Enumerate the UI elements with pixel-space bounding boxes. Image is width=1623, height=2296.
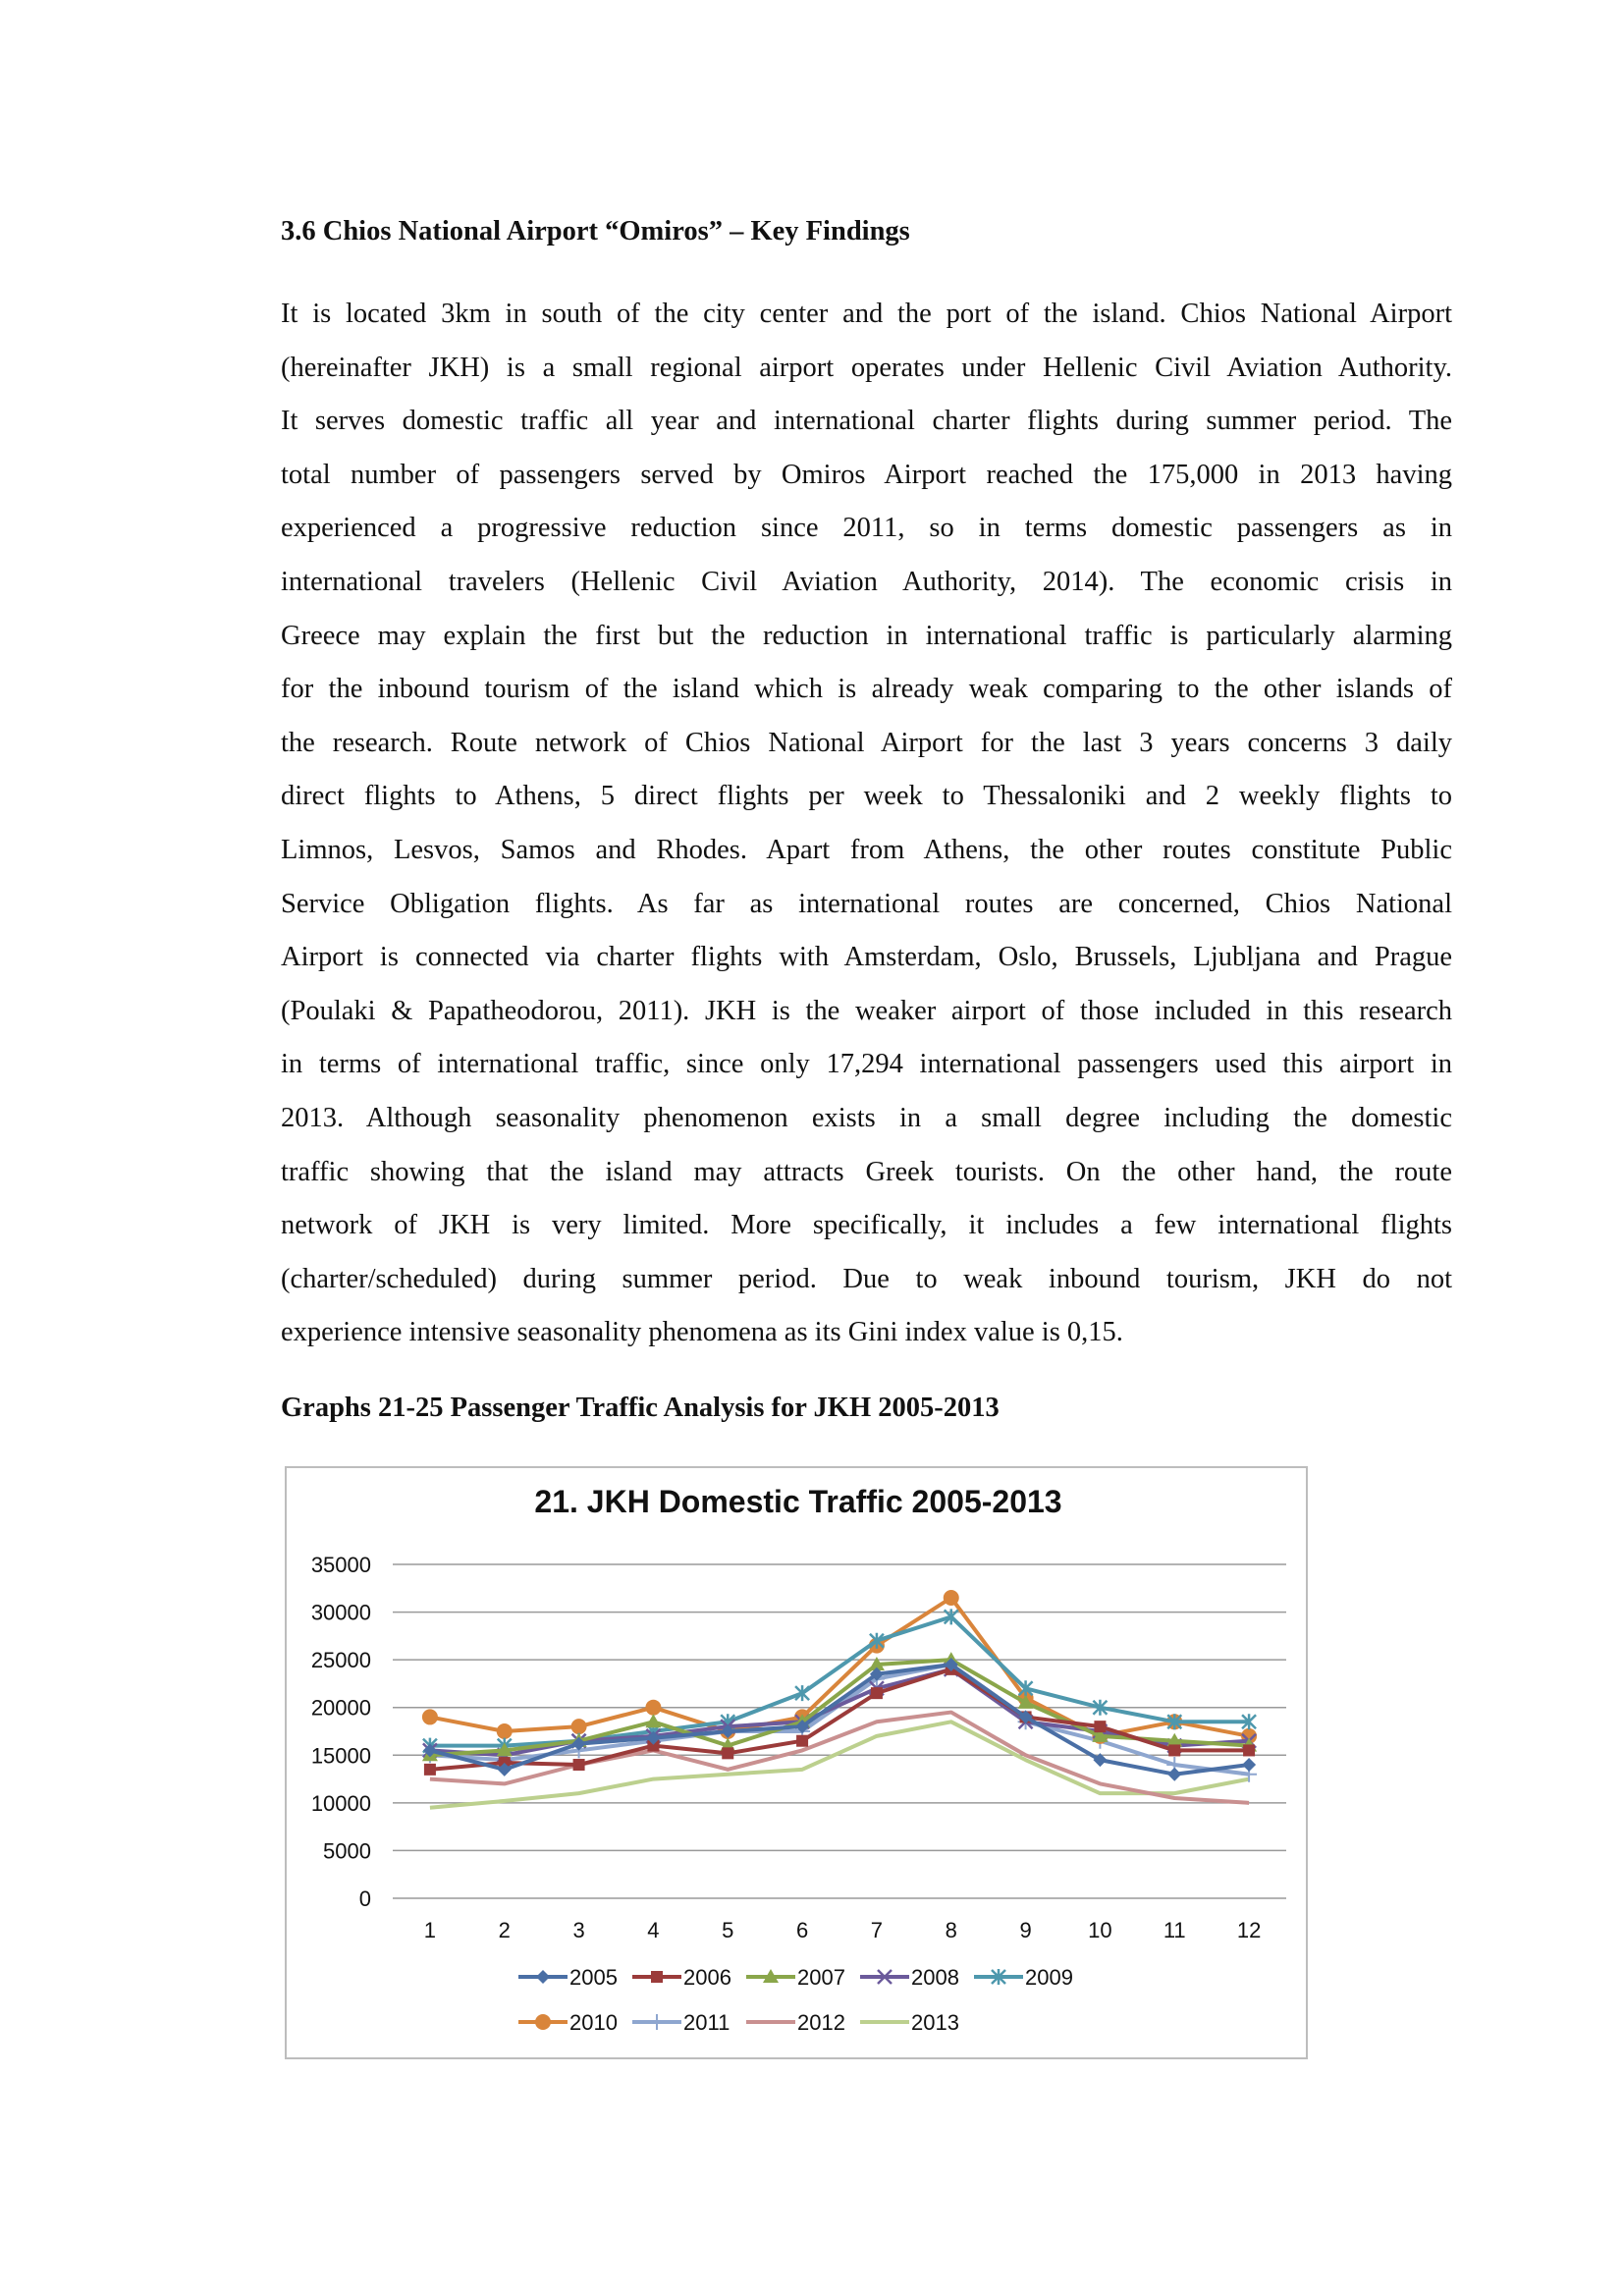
graphs-heading: Graphs 21-25 Passenger Traffic Analysis for JKH 2005-2013 (281, 1393, 1000, 1423)
y-tick-label: 15000 (310, 1743, 371, 1769)
y-tick-label: 25000 (310, 1648, 371, 1673)
x-tick-label: 1 (423, 1918, 437, 1942)
data-point-2007 (645, 1714, 661, 1727)
series-line-2012 (430, 1713, 1249, 1803)
data-point-2005 (1167, 1768, 1181, 1781)
y-tick-label: 30000 (310, 1600, 371, 1625)
legend-label: 2011 (683, 2010, 730, 2035)
x-tick-label: 9 (1019, 1918, 1032, 1942)
data-point-2006 (722, 1747, 733, 1759)
paragraph-line: the research. Route network of Chios National Airport for the last 3 years concerns 3 daily (281, 727, 1452, 758)
body-paragraph (281, 288, 1452, 1360)
legend-label: 2013 (911, 2010, 959, 2035)
paragraph-line: total number of passengers served by Omiros Airport reached the 175,000 in 2013 having (281, 459, 1452, 490)
data-point-2005 (1242, 1758, 1256, 1772)
y-tick-label: 20000 (310, 1695, 371, 1721)
x-tick-label: 3 (572, 1918, 585, 1942)
data-point-2006 (871, 1687, 883, 1699)
paragraph-line: international travelers (Hellenic Civil Aviation Authority, 2014). The economic crisis in (281, 566, 1452, 597)
data-point-2006 (424, 1764, 436, 1776)
paragraph-line: experienced a progressive reduction since 2011, so in terms domestic passengers as in (281, 513, 1452, 544)
data-point-2006 (573, 1759, 585, 1771)
paragraph-line: traffic showing that the island may attracts Greek tourists. On the other hand, the route (281, 1156, 1452, 1187)
legend-label: 2008 (911, 1965, 959, 1990)
y-tick-label: 10000 (310, 1790, 371, 1816)
line-chart (287, 1468, 1310, 2061)
y-tick-label: 5000 (323, 1838, 371, 1864)
paragraph-line: Greece may explain the first but the reduction in international traffic is particularly alarming (281, 620, 1452, 651)
data-point-2006 (1168, 1744, 1180, 1756)
legend-label: 2010 (569, 2010, 618, 2035)
paragraph-line: 2013. Although seasonality phenomenon exists in a small degree including the domestic (281, 1102, 1452, 1133)
x-tick-label: 2 (498, 1918, 511, 1942)
legend-label: 2007 (797, 1965, 845, 1990)
data-point-2010 (645, 1700, 661, 1716)
paragraph-line: (Poulaki & Papatheodorou, 2011). JKH is the weaker airport of those included in this research (281, 995, 1452, 1026)
paragraph-line: (charter/scheduled) during summer period. Due to weak inbound tourism, JKH do not (281, 1263, 1452, 1294)
legend-label: 2005 (569, 1965, 618, 1990)
x-tick-label: 10 (1088, 1918, 1112, 1942)
line-chart-container (285, 1466, 1308, 2059)
paragraph-line: Limnos, Lesvos, Samos and Rhodes. Apart from Athens, the other routes constitute Public (281, 834, 1452, 865)
x-tick-label: 7 (870, 1918, 884, 1942)
paragraph-line: Service Obligation flights. As far as international routes are concerned, Chios National (281, 888, 1452, 919)
paragraph-line: experience intensive seasonality phenomena as its Gini index value is 0,15. (281, 1317, 1123, 1348)
paragraph-line: It is located 3km in south of the city center and the port of the island. Chios National Airport (281, 299, 1452, 329)
x-tick-label: 12 (1236, 1918, 1262, 1942)
legend-marker (536, 1970, 550, 1984)
paragraph-line: for the inbound tourism of the island which is already weak comparing to the other islands of (281, 674, 1452, 705)
paragraph-line: Airport is connected via charter flights with Amsterdam, Oslo, Brussels, Ljubljana and Prague (281, 942, 1452, 973)
data-point-2010 (571, 1719, 587, 1734)
data-point-2010 (944, 1590, 959, 1606)
data-point-2010 (497, 1723, 513, 1739)
paragraph-line: It serves domestic traffic all year and international charter flights during summer period. The (281, 406, 1452, 437)
data-point-2010 (422, 1709, 438, 1724)
x-tick-label: 5 (722, 1918, 734, 1942)
x-tick-label: 6 (795, 1918, 809, 1942)
legend-label: 2009 (1025, 1965, 1073, 1990)
legend-marker (649, 2014, 665, 2030)
legend-marker (535, 2014, 551, 2030)
y-tick-label: 0 (358, 1886, 371, 1911)
chart-title: 21. JKH Domestic Traffic 2005-2013 (534, 1484, 1062, 1519)
legend-label: 2006 (683, 1965, 731, 1990)
paragraph-line: (hereinafter JKH) is a small regional airport operates under Hellenic Civil Aviation Authority. (281, 352, 1452, 383)
data-point-2006 (1094, 1721, 1106, 1732)
x-tick-label: 11 (1163, 1918, 1186, 1942)
legend-label: 2012 (797, 2010, 845, 2035)
paragraph-line: in terms of international traffic, since only 17,294 international passengers used this airport in (281, 1049, 1452, 1080)
data-point-2006 (1243, 1744, 1255, 1756)
paragraph-line: direct flights to Athens, 5 direct flights per week to Thessaloniki and 2 weekly flights to (281, 781, 1452, 812)
x-tick-label: 8 (945, 1918, 957, 1942)
section-heading: 3.6 Chios National Airport “Omiros” – Key Findings (281, 216, 910, 246)
legend-marker (651, 1971, 663, 1983)
paragraph-line: network of JKH is very limited. More specifically, it includes a few international flights (281, 1210, 1452, 1241)
data-point-2006 (796, 1735, 808, 1747)
y-tick-label: 35000 (310, 1553, 371, 1577)
x-tick-label: 4 (647, 1918, 660, 1942)
